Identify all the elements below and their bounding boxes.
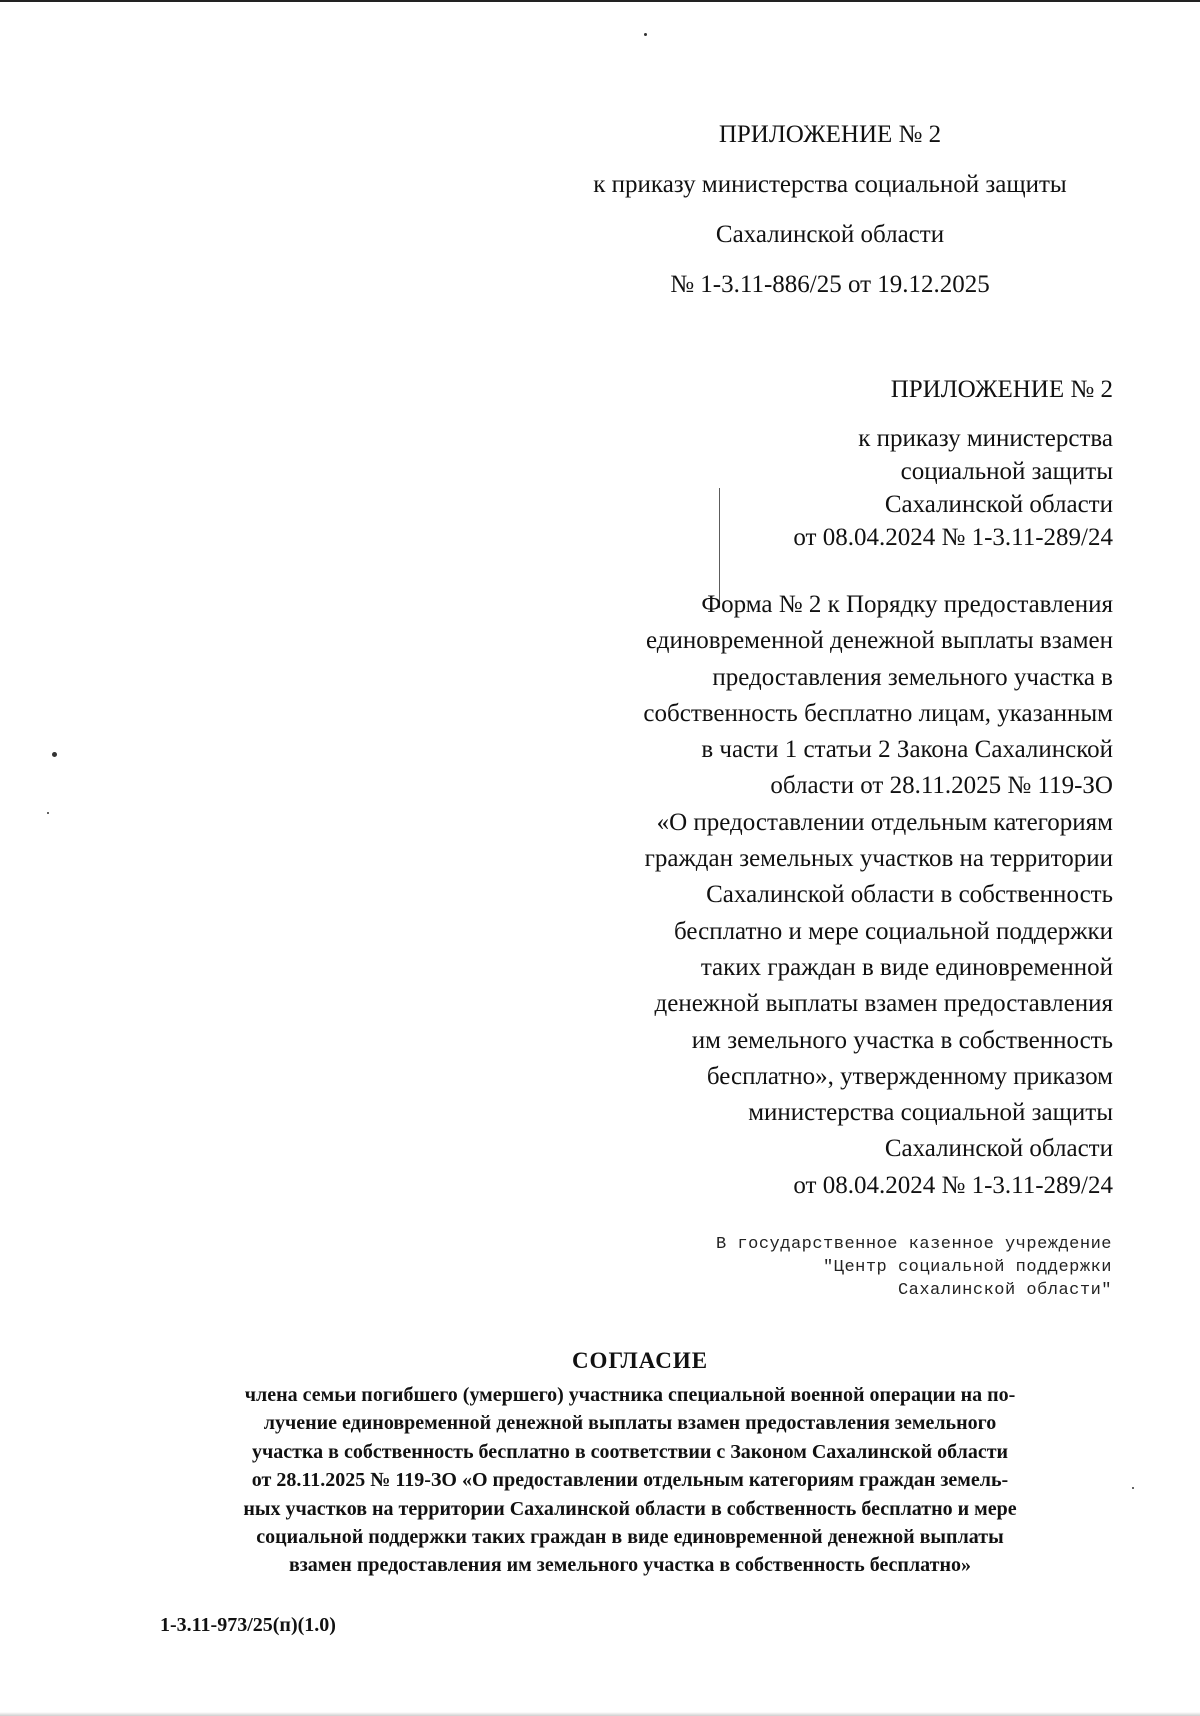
- consent-subtitle-line: от 28.11.2025 № 119-ЗО «О предоставлении отдельным категориям граждан земель-: [251, 1469, 1009, 1492]
- secondary-appendix-title: ПРИЛОЖЕНИЕ № 2: [890, 376, 1113, 403]
- form-description-line: Форма № 2 к Порядку предоставления: [701, 591, 1113, 618]
- consent-subtitle-line: лучение единовременной денежной выплаты взамен предоставления земельного: [263, 1412, 997, 1435]
- scan-speck: [47, 812, 49, 814]
- secondary-appendix-line: социальной защиты: [900, 458, 1113, 485]
- scan-speck: [52, 752, 57, 757]
- secondary-appendix-line: Сахалинской области: [884, 491, 1113, 518]
- scan-speck: [644, 33, 647, 36]
- addressee-line: В государственное казенное учреждение: [716, 1235, 1112, 1254]
- form-description-line: Сахалинской области в собственность: [706, 881, 1113, 909]
- addressee-block: [716, 1233, 1112, 1302]
- form-description-line: министерства социальной защиты: [748, 1099, 1113, 1127]
- primary-appendix-title: ПРИЛОЖЕНИЕ № 2: [718, 121, 942, 148]
- form-description-line: предоставления земельного участка в: [712, 663, 1113, 691]
- form-description: [643, 587, 1113, 1204]
- primary-appendix-line: Сахалинской области: [715, 221, 945, 248]
- form-description-line: в части 1 статьи 2 Закона Сахалинской: [701, 736, 1113, 764]
- form-description-line: бесплатно», утвержденному приказом: [706, 1062, 1113, 1090]
- form-description-line: бесплатно и мере социальной поддержки: [673, 917, 1113, 945]
- scan-bottom-edge: [0, 1712, 1200, 1716]
- primary-appendix-line: № 1-3.11-886/25 от 19.12.2025: [670, 271, 990, 298]
- form-description-line: им земельного участка в собственность: [691, 1026, 1113, 1054]
- consent-subtitle-line: ных участков на территории Сахалинской области в собственность бесплатно и мере: [243, 1497, 1017, 1520]
- form-description-line: единовременной денежной выплаты взамен: [646, 627, 1113, 655]
- consent-subtitle: [150, 1381, 1110, 1580]
- form-description-line: таких граждан в виде единовременной: [700, 953, 1113, 981]
- scan-top-edge: [0, 0, 1200, 2]
- scan-speck: [1132, 1487, 1134, 1489]
- consent-subtitle-line: участка в собственность бесплатно в соответствии с Законом Сахалинской области: [251, 1440, 1009, 1463]
- primary-appendix-line: к приказу министерства социальной защиты: [593, 171, 1067, 198]
- consent-subtitle-line: взамен предоставления им земельного участка в собственность бесплатно»: [288, 1554, 972, 1577]
- consent-title: СОГЛАСИЕ: [571, 1348, 709, 1373]
- form-description-line: «О предоставлении отдельным категориям: [656, 808, 1113, 836]
- secondary-appendix-header: [793, 370, 1113, 554]
- form-description-line: собственность бесплатно лицам, указанным: [643, 699, 1113, 727]
- primary-appendix-header: [540, 110, 1120, 310]
- consent-subtitle-line: члена семьи погибшего (умершего) участника специальной военной операции на по-: [244, 1384, 1016, 1406]
- consent-subtitle-line: социальной поддержки таких граждан в виде единовременной денежной выплаты: [256, 1526, 1004, 1549]
- form-description-line: денежной выплаты взамен предоставления: [654, 990, 1113, 1018]
- secondary-appendix-line: от 08.04.2024 № 1-3.11-289/24: [793, 524, 1113, 551]
- secondary-appendix-line: к приказу министерства: [858, 425, 1113, 452]
- form-description-line: Сахалинской области: [884, 1135, 1113, 1163]
- form-description-line: от 08.04.2024 № 1-3.11-289/24: [793, 1171, 1113, 1199]
- addressee-line: "Центр социальной поддержки: [823, 1258, 1112, 1277]
- document-code: 1-3.11-973/25(п)(1.0): [160, 1614, 336, 1636]
- form-description-line: области от 28.11.2025 № 119-ЗО: [770, 772, 1113, 800]
- form-description-line: граждан земельных участков на территории: [644, 845, 1113, 873]
- addressee-line: Сахалинской области": [897, 1281, 1112, 1300]
